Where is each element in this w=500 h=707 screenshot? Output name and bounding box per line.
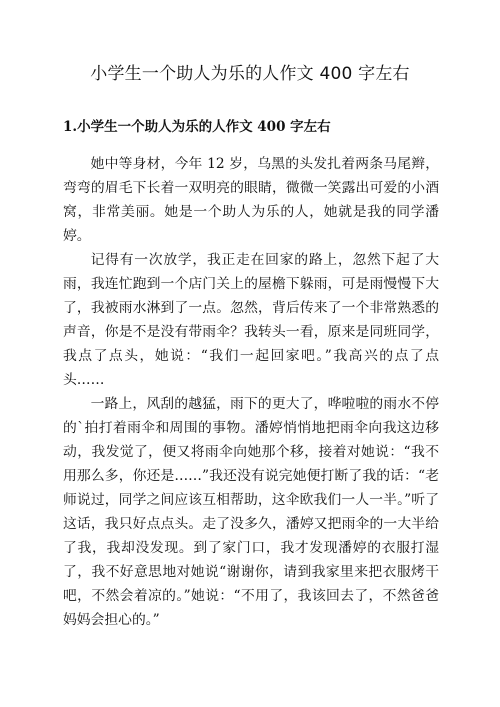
paragraph: 她中等身材，今年 12 岁，乌黑的头发扎着两条马尾辫，弯弯的眉毛下长着一双明亮的眼睛，微微一笑露出可爱的小酒窝，非常美丽。她是一个助人为乐的人，她就是我的同学潘婷。 [63, 156, 439, 244]
article-body [63, 152, 439, 632]
document-title: 小学生一个助人为乐的人作文 400 字左右 [90, 64, 410, 84]
paragraph: 一路上，风刮的越猛，雨下的更大了，哗啦啦的雨水不停的`拍打着雨伞和周围的事物。潘婷悄悄地把雨伞向我这边移动，我发觉了，便又将雨伞向她那个移，接着对她说：“我不用那么多，你还是……”我还没有说完她便打断了我的话：“老师说过，同学之间应该互相帮助，这伞欧我们一人一半。”听了这话，我只好点点头。走了没多久，潘婷又把雨伞的一大半给了我，我却没发现。到了家门口，我才发现潘婷的衣服打湿了，我不好意思地对她说“谢谢你，请到我家里来把衣服烤干吧，不然会着凉的。”她说：“不用了，我该回去了，不然爸爸妈妈会担心的。” [63, 396, 439, 628]
section-heading: 1.小学生一个助人为乐的人作文 400 字左右 [63, 119, 331, 135]
paragraph: 记得有一次放学，我正走在回家的路上，忽然下起了大雨，我连忙跑到一个店门关上的屋檐下躲雨，可是雨慢慢下大了，我被雨水淋到了一点。忽然，背后传来了一个非常熟悉的声音，你是不是没有带雨伞？我转头一看，原来是同班同学，我点了点头，她说：“我们一起回家吧。”我高兴的点了点头…… [63, 252, 439, 388]
